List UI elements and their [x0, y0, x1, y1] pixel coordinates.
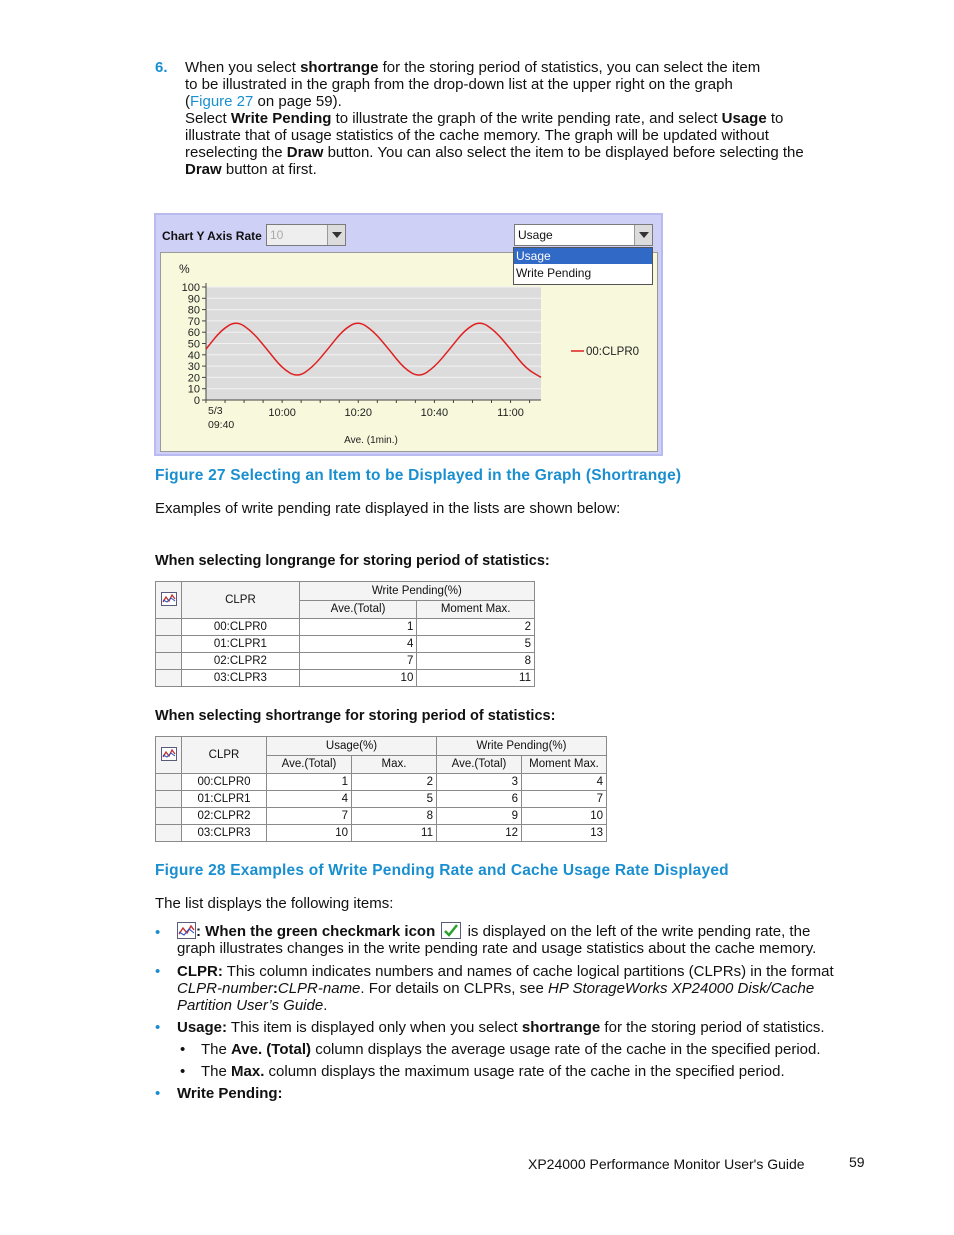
table-row: 02:CLPR2 7 8 9 10: [156, 808, 607, 825]
x-tick-label: 10:20: [344, 407, 373, 419]
y-axis-rate-select[interactable]: 10: [266, 224, 346, 246]
dropdown-option-write-pending[interactable]: Write Pending: [516, 266, 592, 280]
sub-bullet: •: [180, 1041, 186, 1058]
sub-bullet-ave-total: The Ave. (Total) column displays the average usage rate of the cache in the specified period.: [201, 1041, 821, 1058]
y-tick-label: 0: [193, 395, 200, 407]
step-line-6: reselecting the Draw button. You can also select the item to be displayed before selecting the: [185, 144, 804, 161]
date-label: 5/3: [208, 405, 223, 417]
list-intro: The list displays the following items:: [155, 895, 394, 912]
graph-icon: [161, 592, 177, 606]
wp-ave-total-header: Ave.(Total): [437, 755, 522, 774]
usage-ave-total-header: Ave.(Total): [267, 755, 352, 774]
y-tick-label: 60: [187, 327, 200, 340]
graph-toggle-header[interactable]: [156, 737, 182, 774]
y-tick-label: 70: [187, 315, 200, 328]
y-tick-label: 100: [181, 282, 200, 294]
x-tick-label: 10:00: [268, 407, 296, 419]
time-label: 09:40: [208, 419, 235, 431]
green-checkmark-icon: [441, 922, 461, 939]
write-pending-header: Write Pending(%): [437, 737, 607, 756]
bullet-write-pending: Write Pending:: [177, 1085, 283, 1102]
y-tick-label: 10: [187, 383, 200, 396]
y-tick-label: 50: [187, 338, 200, 351]
longrange-heading: When selecting longrange for storing period of statistics:: [155, 553, 550, 569]
table-row: 02:CLPR2 7 8: [156, 653, 535, 670]
bullet: •: [155, 1019, 161, 1036]
y-tick-label: 90: [187, 293, 200, 306]
table-row: 03:CLPR3 10 11 12 13: [156, 825, 607, 842]
table-row: 01:CLPR1 4 5: [156, 636, 535, 653]
chevron-down-icon: [327, 225, 345, 245]
graph-screenshot: [154, 213, 663, 456]
graph-icon: [177, 922, 196, 939]
sub-bullet: •: [180, 1063, 186, 1080]
x-axis-title: Ave. (1min.): [344, 435, 398, 446]
legend-label: 00:CLPR0: [586, 346, 640, 358]
step-line-4: Select Write Pending to illustrate the graph of the write pending rate, and select Usage to: [185, 110, 784, 127]
bullet: •: [155, 924, 161, 941]
table-row: 01:CLPR1 4 5 6 7: [156, 791, 607, 808]
step-line-1: When you select shortrange for the storing period of statistics, you can select the item: [185, 59, 761, 76]
item-dropdown-list: [513, 247, 653, 285]
usage-header: Usage(%): [267, 737, 437, 756]
graph-toggle-header[interactable]: [156, 582, 182, 619]
y-tick-label: 40: [187, 349, 200, 362]
shortrange-heading: When selecting shortrange for storing period of statistics:: [155, 708, 556, 724]
unit-label: %: [179, 262, 190, 276]
table-row: 03:CLPR3 10 11: [156, 670, 535, 687]
wp-moment-max-header: Moment Max.: [522, 755, 607, 774]
chevron-down-icon: [634, 225, 652, 245]
y-tick-label: 80: [187, 304, 200, 317]
y-axis-rate-label: Chart Y Axis Rate: [162, 229, 262, 243]
step-line-7: Draw button at first.: [185, 161, 317, 178]
table-row: 00:CLPR0 1 2: [156, 619, 535, 636]
item-select[interactable]: Usage: [514, 224, 653, 246]
page-number: 59: [849, 1154, 865, 1170]
step-number: 6.: [155, 59, 168, 76]
examples-intro: Examples of write pending rate displayed in the lists are shown below:: [155, 500, 621, 517]
graph-icon: [161, 747, 177, 761]
sub-bullet-max: The Max. column displays the maximum usage rate of the cache in the specified period.: [201, 1063, 785, 1080]
bullet: •: [155, 1085, 161, 1102]
figure-27-link[interactable]: Figure 27: [190, 93, 254, 110]
longrange-table: [155, 581, 535, 687]
shortrange-table: [155, 736, 607, 842]
x-tick-label: 10:40: [420, 407, 449, 419]
x-tick-label: 11:00: [497, 407, 524, 419]
table-row: 00:CLPR0 1 2 3 4: [156, 774, 607, 791]
ave-total-header: Ave.(Total): [299, 600, 417, 619]
step-line-2: to be illustrated in the graph from the drop-down list at the upper right on the graph: [185, 76, 733, 93]
usage-max-header: Max.: [352, 755, 437, 774]
y-tick-label: 20: [187, 372, 200, 385]
write-pending-header: Write Pending(%): [299, 582, 534, 601]
figure-28-caption: Figure 28 Examples of Write Pending Rate and Cache Usage Rate Displayed: [155, 862, 729, 879]
y-tick-label: 30: [187, 361, 200, 374]
clpr-header: CLPR: [182, 737, 267, 774]
step-line-3: (Figure 27 on page 59).: [185, 93, 342, 110]
clpr-header: CLPR: [182, 582, 300, 619]
step-paragraph: [185, 59, 845, 178]
dropdown-option-usage[interactable]: Usage: [514, 248, 652, 264]
bullet: •: [155, 963, 161, 980]
moment-max-header: Moment Max.: [417, 600, 535, 619]
figure-27-caption: Figure 27 Selecting an Item to be Displayed in the Graph (Shortrange): [155, 467, 682, 484]
bullet-usage: Usage: This item is displayed only when you select shortrange for the storing period of statistics.: [177, 1019, 825, 1036]
footer-title: XP24000 Performance Monitor User's Guide: [528, 1156, 805, 1172]
bullet-clpr: CLPR: This column indicates numbers and names of cache logical partitions (CLPRs) in the format CLPR-number:CLPR-name. For details on CLPRs, see HP StorageWorks XP24000 Disk/Cache Partition User’s Guide.: [177, 963, 834, 1014]
bullet-graph-icon: : When the green checkmark icon is displayed on the left of the write pending rate, the graph illustrates changes in the write pending rate and usage statistics about the cache memory.: [177, 923, 817, 957]
step-line-5: illustrate that of usage statistics of the cache memory. The graph will be updated without: [185, 127, 769, 144]
